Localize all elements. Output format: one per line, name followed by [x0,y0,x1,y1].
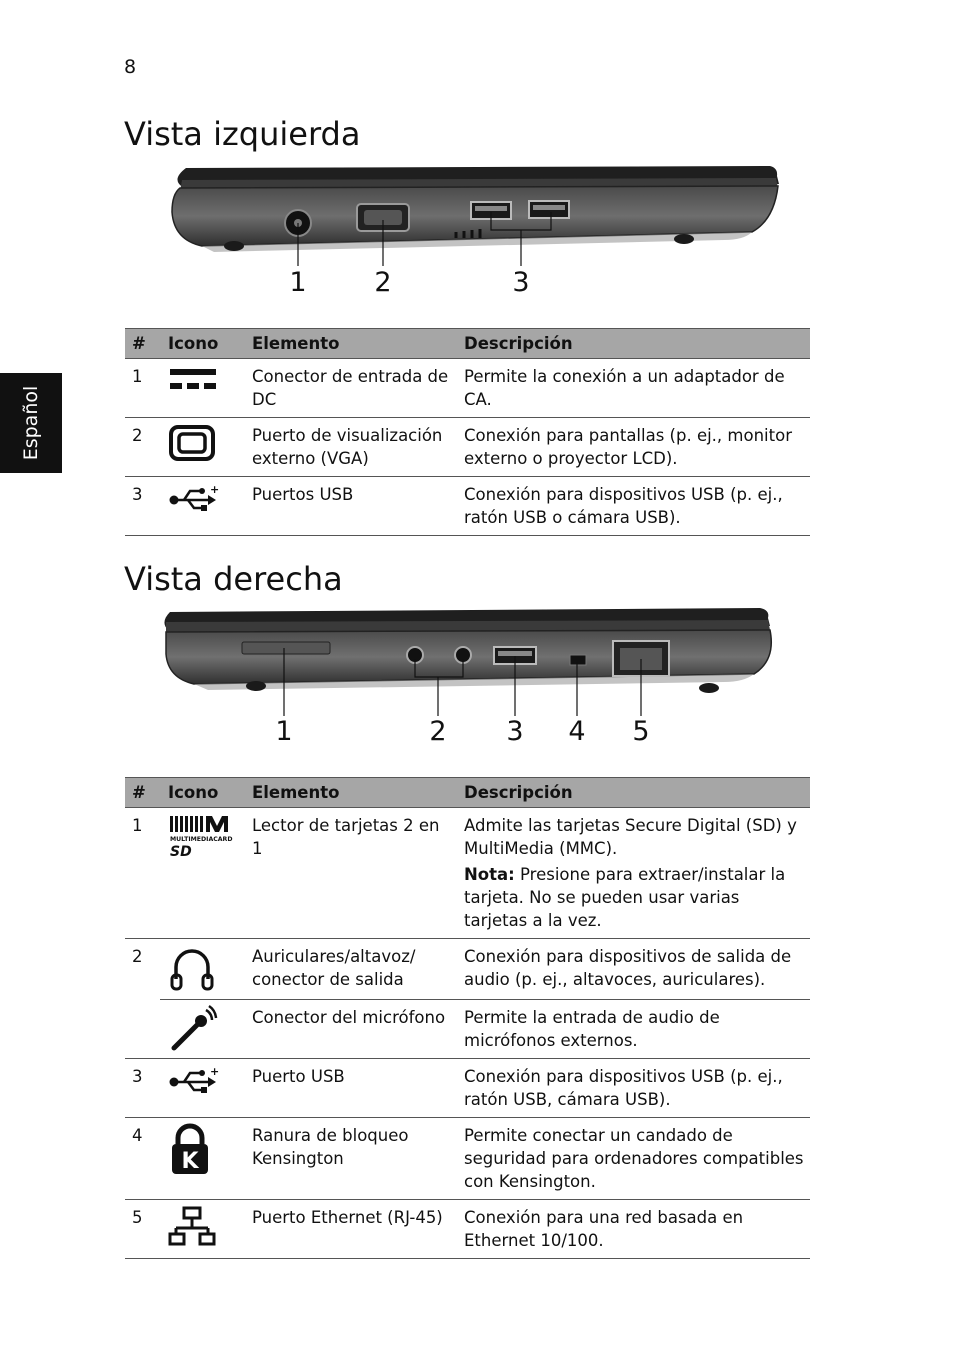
row-element: Conector del micrófono [246,1000,458,1059]
kensington-letter: K [181,1149,199,1174]
row-element: Puerto Ethernet (RJ-45) [246,1200,458,1259]
header-num: # [125,778,160,808]
usb-icon [168,483,218,513]
laptop-left-side-illustration [124,160,810,310]
row-num: 2 [125,418,160,477]
note-text: Presione para extraer/instalar la tarjeta. No se pueden usar varias tarjetas a la vez. [464,865,786,930]
laptop-left-side-drawing [124,160,810,310]
mmc-logo-text: MULTIMEDIACARD [170,836,233,843]
row-description: Admite las tarjetas Secure Digital (SD) y MultiMedia (MMC). [464,816,797,858]
vga-icon [168,424,216,462]
laptop-right-side-illustration [124,604,810,754]
right-callout-3: 3 [506,716,524,747]
row-element: Puerto de visualización externo (VGA) [246,418,458,477]
header-icon: Icono [160,778,246,808]
table-row [125,477,810,536]
right-callout-4: 4 [568,716,586,747]
right-callout-1: 1 [275,716,293,747]
row-description: Permite la conexión a un adaptador de CA. [458,359,810,418]
ethernet-icon [168,1206,216,1248]
row-num: 5 [125,1200,160,1259]
right-callout-5: 5 [632,716,650,747]
row-description: Permite la entrada de audio de micrófonos externos. [458,1000,810,1059]
row-description: Conexión para pantallas (p. ej., monitor externo o proyector LCD). [458,418,810,477]
table-row [125,418,810,477]
kensington-lock-icon [168,1124,212,1176]
left-callout-1: 1 [289,267,307,298]
table-row [125,1200,810,1259]
row-description: Permite conectar un candado de seguridad para ordenadores compatibles con Kensington. [458,1118,810,1200]
left-callout-2: 2 [374,267,392,298]
row-num: 3 [125,477,160,536]
row-num [125,1000,160,1059]
table-row [125,359,810,418]
row-description: Conexión para una red basada en Ethernet 10/100. [458,1200,810,1259]
row-num: 3 [125,1059,160,1118]
header-element: Elemento [246,778,458,808]
svg-text:+: + [210,483,220,496]
language-side-tab-label: Español [20,385,42,461]
table-row [125,1118,810,1200]
headphones-icon [168,945,216,993]
header-element: Elemento [246,329,458,359]
row-num: 1 [125,359,160,418]
row-num: 4 [125,1118,160,1200]
row-num: 2 [132,947,143,966]
table-row [125,1000,810,1059]
row-num: 1 [125,808,160,939]
table-header-row [125,329,810,359]
microphone-icon [168,1006,216,1052]
header-description: Descripción [458,778,810,808]
sd-logo-text: SD [170,844,192,860]
header-num: # [125,329,160,359]
table-row [125,808,810,939]
row-description: Conexión para dispositivos USB (p. ej., ratón USB o cámara USB). [458,477,810,536]
row-element: Puertos USB [246,477,458,536]
row-description: Conexión para dispositivos de salida de audio (p. ej., altavoces, auriculares). [458,939,810,1000]
header-icon: Icono [160,329,246,359]
row-note [464,863,804,932]
svg-text:+: + [210,1065,220,1078]
laptop-right-side-drawing [124,604,810,754]
left-view-table [125,328,810,536]
row-description: Conexión para dispositivos USB (p. ej., ratón USB, cámara USB). [458,1059,810,1118]
table-header-row [125,778,810,808]
row-element: Puerto USB [246,1059,458,1118]
row-element: Conector de entrada de DC [246,359,458,418]
right-view-table [125,777,810,1259]
language-side-tab [0,373,62,473]
table-row [125,939,810,1000]
header-description: Descripción [458,329,810,359]
table-row [125,1059,810,1118]
page-number: 8 [124,56,137,78]
dc-in-icon [168,365,218,399]
left-callout-3: 3 [512,267,530,298]
row-element: Auriculares/altavoz/ conector de salida [246,939,458,1000]
card-reader-icon [168,814,232,858]
note-label: Nota: [464,865,515,884]
usb-icon [168,1065,218,1095]
right-view-title: Vista derecha [124,560,343,598]
row-element: Lector de tarjetas 2 en 1 [246,808,458,939]
left-view-title: Vista izquierda [124,115,361,153]
right-callout-2: 2 [429,716,447,747]
row-element: Ranura de bloqueo Kensington [246,1118,458,1200]
